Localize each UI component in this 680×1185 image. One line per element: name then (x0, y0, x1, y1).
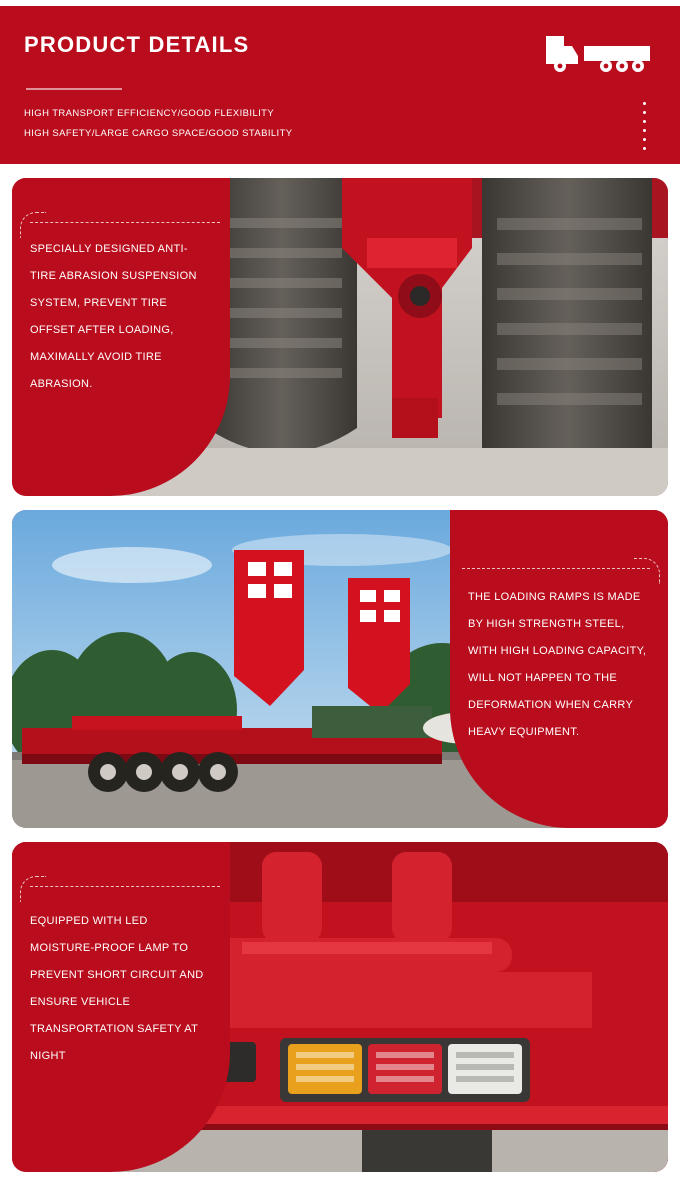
title-divider (26, 88, 122, 90)
dashed-corner-decoration (20, 212, 46, 238)
loading-ramps-description: THE LOADING RAMPS IS MADE BY HIGH STRENGTH STEEL, WITH HIGH LOADING CAPACITY, WILL NOT HAPPEN TO THE DEFORMATION WHEN CARRY HEAVY EQUIPMENT. (468, 591, 647, 738)
dashed-corner-decoration (634, 558, 660, 584)
led-lamp-text-panel (12, 842, 230, 1172)
feature-card-loading-ramps (12, 510, 668, 828)
dashed-divider (462, 568, 650, 569)
feature-card-suspension (12, 178, 668, 496)
page-title: PRODUCT DETAILS (24, 32, 250, 57)
loading-ramps-text-panel (450, 510, 668, 828)
dashed-divider (30, 222, 220, 223)
header-subtitle-line-1: HIGH TRANSPORT EFFICIENCY/GOOD FLEXIBILITY (24, 108, 275, 119)
header-subtitle-line-2: HIGH SAFETY/LARGE CARGO SPACE/GOOD STABILITY (24, 128, 293, 139)
dashed-corner-decoration (20, 876, 46, 902)
feature-card-led-lamp (12, 842, 668, 1172)
page-header (0, 6, 680, 164)
suspension-description: SPECIALLY DESIGNED ANTI-TIRE ABRASION SUSPENSION SYSTEM, PREVENT TIRE OFFSET AFTER LOADING, MAXIMALLY AVOID TIRE ABRASION. (30, 243, 197, 390)
dashed-divider (30, 886, 220, 887)
led-lamp-description: EQUIPPED WITH LED MOISTURE-PROOF LAMP TO PREVENT SHORT CIRCUIT AND ENSURE VEHICLE TRANSPORTATION SAFETY AT NIGHT (30, 915, 204, 1062)
suspension-text-panel (12, 178, 230, 496)
truck-icon (544, 30, 654, 74)
vertical-dots-icon[interactable] (643, 102, 646, 150)
